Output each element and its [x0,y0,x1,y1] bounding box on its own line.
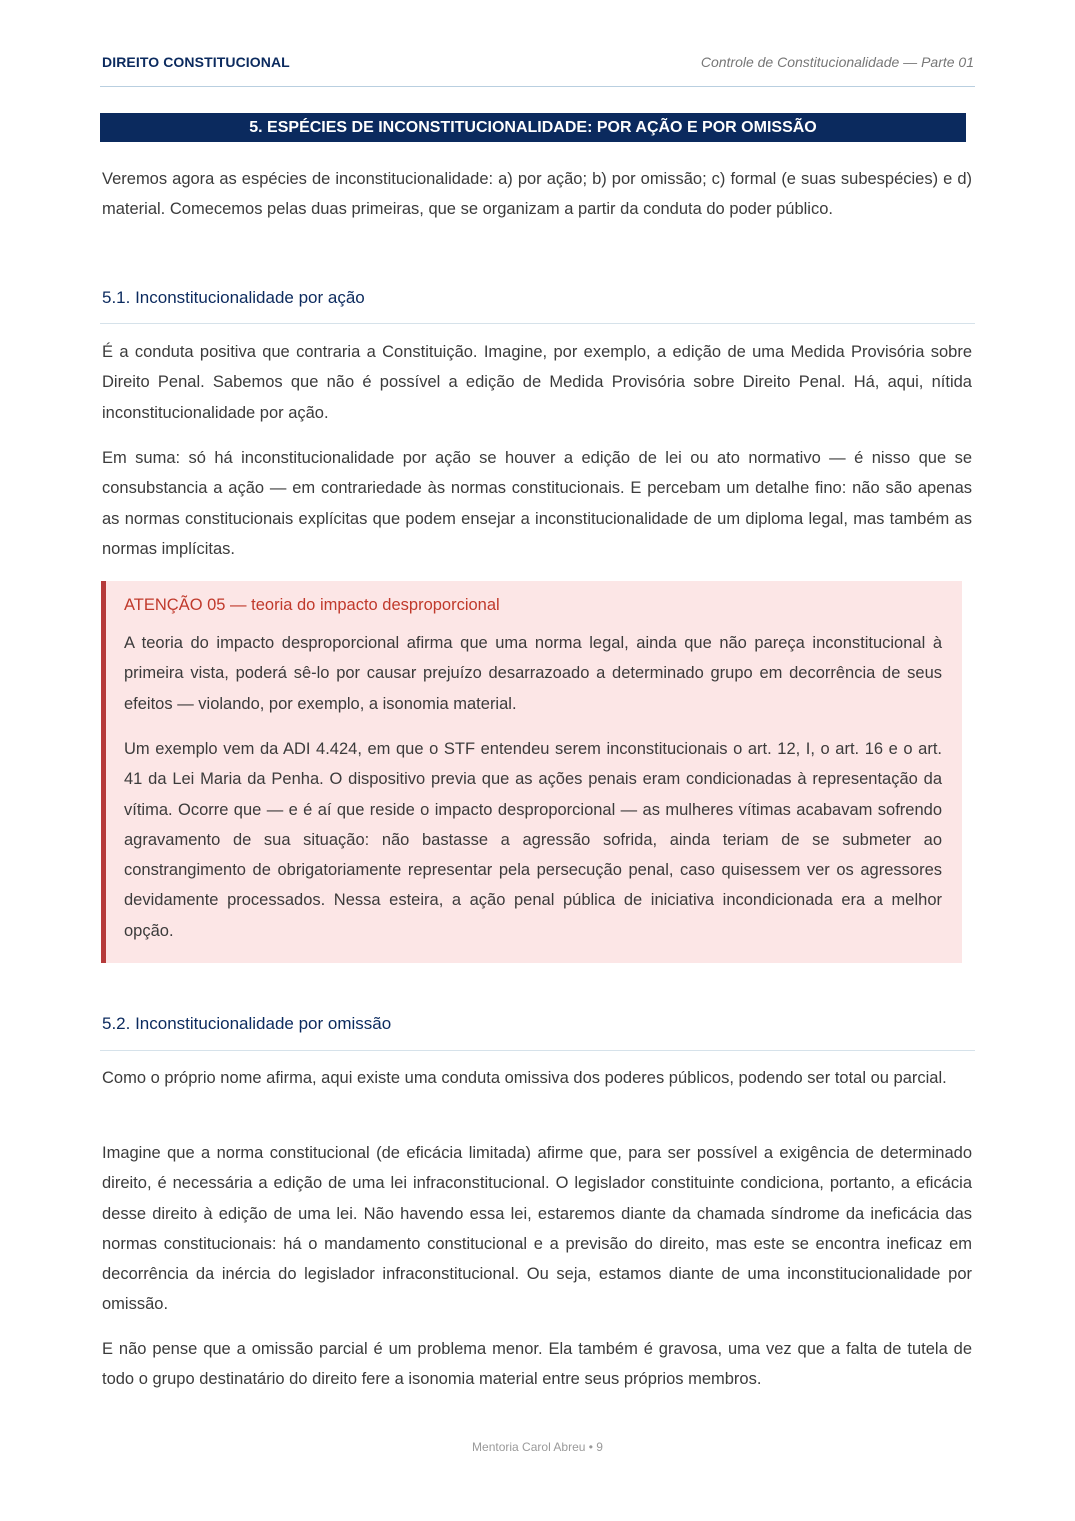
header-subject: DIREITO CONSTITUCIONAL [102,54,290,70]
page-footer: Mentoria Carol Abreu • 9 [472,1440,603,1454]
callout-paragraph: Um exemplo vem da ADI 4.424, em que o STF entendeu serem inconstitucionais o art. 12, I, o art. 16 e o art. 41 da Lei Maria da Penha. O dispositivo previa que as ações penais eram condicionadas à representação da vítima. Ocorre que — e é aí que reside o impacto desproporcional — as mulheres vítimas acabavam sofrendo agravamento de sua situação: não bastasse a agressão sofrida, ainda teriam de se submeter ao constrangimento de obrigatoriamente representar pela persecução penal, caso quisessem ver os agressores devidamente processados. Nessa esteira, a ação penal pública de iniciativa incondicionada era a melhor opção. [124,740,942,940]
subsection-divider [100,1050,975,1051]
callout-paragraph: A teoria do impacto desproporcional afirma que uma norma legal, ainda que não pareça inconstitucional à primeira vista, poderá sê-lo por causar prejuízo desarrazoado a determinado grupo em decorrência de seus efeitos — violando, por exemplo, a isonomia material. [124,634,942,713]
section-intro: Veremos agora as espécies de inconstitucionalidade: a) por ação; b) por omissão; c) formal (e suas subespécies) e d) material. Comecemos pelas duas primeiras, que se organizam a partir da conduta do poder público. [102,170,972,219]
page-header [102,54,974,74]
header-divider [100,86,975,87]
paragraph: Imagine que a norma constitucional (de eficácia limitada) afirme que, para ser possível a exigência de determinado direito, é necessária a edição de uma lei infraconstitucional. O legislador constituinte condiciona, portanto, a eficácia desse direito à edição de uma lei. Não havendo essa lei, estaremos diante da chamada síndrome da ineficácia das normas constitucionais: há o mandamento constitucional e a previsão do direito, mas este se encontra ineficaz em decorrência da inércia do legislador infraconstitucional. Ou seja, estamos diante de uma inconstitucionalidade por omissão. [102,1144,972,1314]
subsection-title-5-1: 5.1. Inconstitucionalidade por ação [102,288,365,307]
callout-title: ATENÇÃO 05 — teoria do impacto desproporcional [124,596,500,614]
section-title: 5. ESPÉCIES DE INCONSTITUCIONALIDADE: POR AÇÃO E POR OMISSÃO [100,113,966,142]
subsection-title-5-2: 5.2. Inconstitucionalidade por omissão [102,1014,392,1033]
paragraph: E não pense que a omissão parcial é um problema menor. Ela também é gravosa, uma vez que a falta de tutela de todo o grupo destinatário do direito fere a isonomia material entre seus próprios membros. [102,1340,972,1389]
paragraph: É a conduta positiva que contraria a Constituição. Imagine, por exemplo, a edição de uma Medida Provisória sobre Direito Penal. Sabemos que não é possível a edição de Medida Provisória sobre Direito Penal. Há, aqui, nítida inconstitucionalidade por ação. [102,343,972,422]
header-chapter: Controle de Constitucionalidade — Parte 01 [700,54,974,70]
paragraph: Em suma: só há inconstitucionalidade por ação se houver a edição de lei ou ato normativo — é nisso que se consubstancia a ação — em contrariedade às normas constitucionais. E percebam um detalhe fino: não são apenas as normas constitucionais explícitas que podem ensejar a inconstitucionalidade de um diploma legal, mas também as normas implícitas. [102,449,972,558]
subsection-divider [100,323,975,324]
paragraph: Como o próprio nome afirma, aqui existe uma conduta omissiva dos poderes públicos, podendo ser total ou parcial. [102,1069,947,1087]
